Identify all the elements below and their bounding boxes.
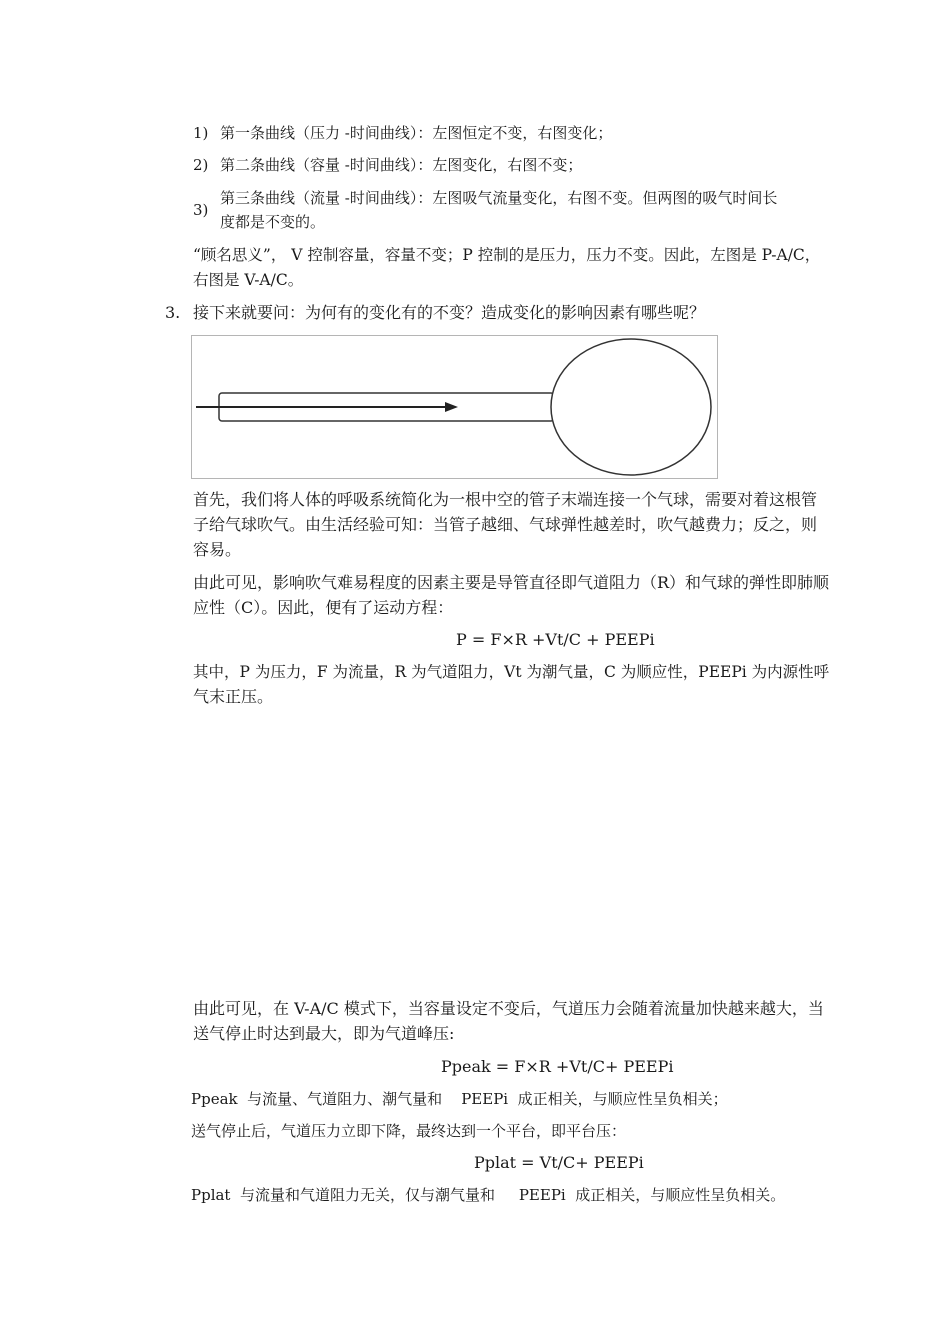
list-number-3: 3)	[193, 201, 209, 219]
para-naming-line1: “顾名思义”， V 控制容量，容量不变；P 控制的是压力，压力不变。因此，左图是 P-A/C，	[193, 246, 821, 264]
list-item-2: 第二条曲线（容量 -时间曲线）：左图变化，右图不变；	[220, 156, 583, 174]
list-item-3-line2: 度都是不变的。	[220, 213, 326, 231]
equation-plateau: Pplat = Vt/C+ PEEPi	[474, 1153, 644, 1172]
list-number-2: 2)	[193, 156, 209, 174]
para-factors-line2: 应性（C）。因此，便有了运动方程：	[193, 598, 454, 617]
para-stop: 送气停止后，气道压力立即下降，最终达到一个平台，即平台压：	[191, 1122, 627, 1140]
para-vars-line1: 其中，P 为压力，F 为流量，R 为气道阻力，Vt 为潮气量，C 为顺应性，PEEPi 为内源性呼	[193, 663, 830, 681]
para-balloon-line3: 容易。	[193, 540, 242, 559]
list-number-1: 1)	[193, 124, 209, 142]
para-naming-line2: 右图是 V-A/C。	[193, 271, 304, 289]
para-balloon-line1: 首先，我们将人体的呼吸系统简化为一根中空的管子末端连接一个气球，需要对着这根管	[193, 490, 818, 509]
para-peak: Ppeak 与流量、气道阻力、潮气量和 PEEPi 成正相关，与顺应性呈负相关；	[191, 1090, 728, 1108]
para-balloon-line2: 子给气球吹气。由生活经验可知：当管子越细、气球弹性越差时，吹气越费力；反之，则	[193, 515, 818, 534]
para-factors-line1: 由此可见，影响吹气难易程度的因素主要是导管直径即气道阻力（R）和气球的弹性即肺顺	[193, 573, 830, 592]
tube-balloon-figure	[191, 335, 718, 479]
list-item-3-line1: 第三条曲线（流量 -时间曲线）：左图吸气流量变化，右图不变。但两图的吸气时间长	[220, 189, 778, 207]
tube-balloon-diagram	[192, 336, 717, 478]
equation-motion: P = F×R +Vt/C + PEEPi	[456, 630, 655, 649]
para-plateau: Pplat 与流量和气道阻力无关，仅与潮气量和 PEEPi 成正相关，与顺应性呈负相关。	[191, 1186, 786, 1204]
airflow-arrow-head	[445, 402, 458, 412]
section-3-heading: 接下来就要问：为何有的变化有的不变？造成变化的影响因素有哪些呢？	[193, 303, 706, 322]
balloon-shape	[551, 339, 711, 475]
para-vac-line2: 送气停止时达到最大，即为气道峰压:	[193, 1024, 455, 1043]
equation-peak: Ppeak = F×R +Vt/C+ PEEPi	[441, 1057, 674, 1076]
section-3-number: 3.	[165, 303, 181, 322]
para-vars-line2: 气末正压。	[193, 687, 274, 706]
para-vac-line1: 由此可见，在 V-A/C 模式下，当容量设定不变后，气道压力会随着流量加快越来越大，当	[193, 999, 824, 1018]
list-item-1: 第一条曲线（压力 -时间曲线）：左图恒定不变，右图变化；	[220, 124, 613, 142]
